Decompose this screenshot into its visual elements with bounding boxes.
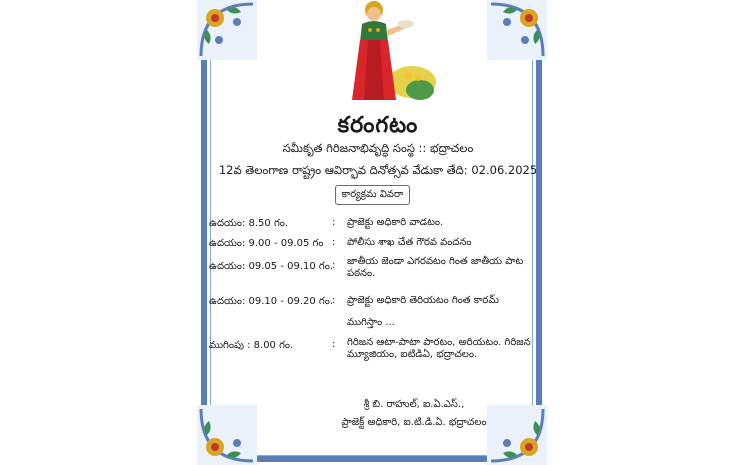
colon-separator: :	[332, 339, 336, 350]
schedule-detail: ప్రాజెక్టు అధికారి తెరియటం గింత కారమ్	[347, 295, 499, 306]
schedule-time: ఉదయం: 9.00 - 09.05 గం	[209, 238, 324, 249]
floral-corner-bottom-right-icon	[487, 405, 547, 465]
signatory-name: శ్రీ బి. రాహుల్, ఐ.ఏ.ఎస్.,	[363, 399, 465, 410]
floral-corner-bottom-left-icon	[197, 405, 257, 465]
colon-separator: :	[332, 217, 336, 228]
schedule-detail: గిరిజన ఆటా-పాటా పారటం, అరియటం. గిరిజన మ్యూజియం, ఐటిడిఏ, భద్రాచలం.	[347, 337, 531, 360]
invitation-title: కరంగటం	[337, 113, 419, 138]
schedule-detail: జాతీయ జెండా ఎగరవటం గింత జాతీయ పాట పఠనం.	[347, 256, 524, 279]
schedule-time: ఉదయం: 8.50 గం.	[209, 218, 289, 229]
schedule-detail: ముగిస్తాం ...	[347, 317, 395, 328]
colon-separator: :	[332, 295, 336, 306]
schedule-time: ముగింపు : 8.00 గం.	[209, 340, 294, 351]
schedule-time: ఉదయం: 09.10 - 09.20 గం.	[209, 296, 333, 307]
colon-separator: :	[332, 260, 336, 271]
schedule-time: ఉదయం: 09.05 - 09.10 గం.	[209, 261, 333, 272]
program-details-label: కార్యక్రమ వివరా	[335, 185, 410, 205]
colon-separator: :	[332, 237, 336, 248]
signatory-designation: ప్రాజెక్ట్ అధికారి, ఐ.టి.డి.ఏ. భద్రాచలం	[341, 417, 487, 428]
floral-corner-top-right-icon	[487, 0, 547, 60]
organization-name: సమీకృత గిరిజనాభివృద్ధి సంస్థ :: భద్రాచలం	[282, 141, 474, 155]
schedule-detail: ప్రాజెక్టు అధికారి వాడటం.	[347, 217, 444, 228]
schedule-detail: పోలీసు శాఖ చేత గౌరవ వందనం	[347, 237, 472, 248]
event-description: 12వ తెలంగాణ రాష్ట్రం ఆవిర్భావ దినోత్సవ వేడుకా తేది: 02.06.2025	[218, 163, 538, 177]
goddess-illustration-icon	[340, 0, 440, 104]
floral-corner-top-left-icon	[197, 0, 257, 60]
